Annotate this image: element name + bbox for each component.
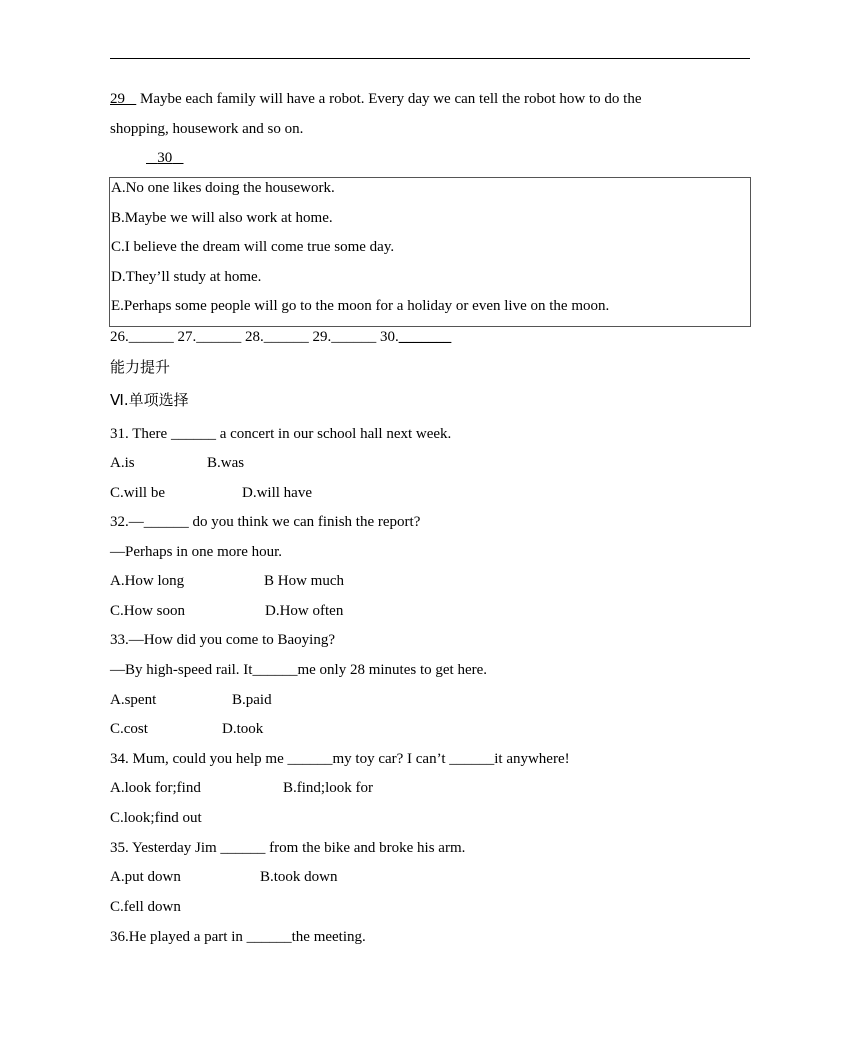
q33-option-b: B.paid: [232, 692, 272, 708]
q32-response: —Perhaps in one more hour.: [110, 544, 283, 560]
q31-option-d: D.will have: [242, 485, 312, 501]
q35-option-b: B.took down: [260, 869, 338, 885]
answer-line: [110, 327, 451, 347]
q29-text: Maybe each family will have a robot. Every day we can tell the robot how to do the: [136, 91, 642, 107]
options-box: [109, 177, 751, 327]
q36-stem: 36.He played a part in ______the meeting.: [110, 929, 366, 945]
passage-q29-line: [110, 89, 642, 109]
q35-stem: 35. Yesterday Jim ______ from the bike and broke his arm.: [110, 840, 466, 856]
q32-option-a: A.How long: [110, 573, 185, 589]
q31-option-b: B.was: [207, 455, 245, 471]
q34-option-b: B.find;look for: [283, 780, 373, 796]
section-subtitle: Ⅵ.单项选择: [110, 391, 189, 409]
option-c: C.I believe the dream will come true some day.: [111, 239, 395, 255]
option-d: D.They’ll study at home.: [111, 269, 262, 285]
passage-q30-line: [146, 148, 184, 168]
q29-number: 29: [110, 91, 125, 107]
q33-response: —By high-speed rail. It______me only 28 minutes to get here.: [110, 662, 488, 678]
q33-stem: 33.—How did you come to Baoying?: [110, 632, 335, 648]
q32-stem: 32.—______ do you think we can finish the report?: [110, 514, 421, 530]
header-rule: [110, 58, 750, 59]
q32-option-c: C.How soon: [110, 603, 186, 619]
q31-option-a: A.is: [110, 455, 135, 471]
q32-option-b: B How much: [264, 573, 344, 589]
q33-option-d: D.took: [222, 721, 264, 737]
option-e: E.Perhaps some people will go to the moon for a holiday or even live on the moon.: [111, 298, 610, 314]
passage-q29-continuation: shopping, housework and so on.: [110, 121, 304, 137]
answer-blanks: 26.______ 27.______ 28.______ 29.______ 30.: [110, 329, 399, 345]
section-title: 能力提升: [110, 358, 171, 376]
option-a: A.No one likes doing the housework.: [111, 180, 335, 196]
q30-number: 30: [157, 150, 173, 166]
q31-stem: 31. There ______ a concert in our school hall next week.: [110, 426, 452, 442]
q32-option-d: D.How often: [265, 603, 344, 619]
q34-option-c: C.look;find out: [110, 810, 202, 826]
q30-blank: [146, 150, 184, 166]
q34-stem: 34. Mum, could you help me ______my toy car? I can’t ______it anywhere!: [110, 751, 570, 767]
q29-blank: [125, 91, 136, 107]
q33-option-c: C.cost: [110, 721, 148, 737]
q35-option-c: C.fell down: [110, 899, 181, 915]
q35-option-a: A.put down: [110, 869, 181, 885]
q34-option-a: A.look for;find: [110, 780, 201, 796]
q33-option-a: A.spent: [110, 692, 157, 708]
option-b: B.Maybe we will also work at home.: [111, 210, 333, 226]
q31-option-c: C.will be: [110, 485, 165, 501]
answer-blank-30: _______: [398, 329, 452, 345]
